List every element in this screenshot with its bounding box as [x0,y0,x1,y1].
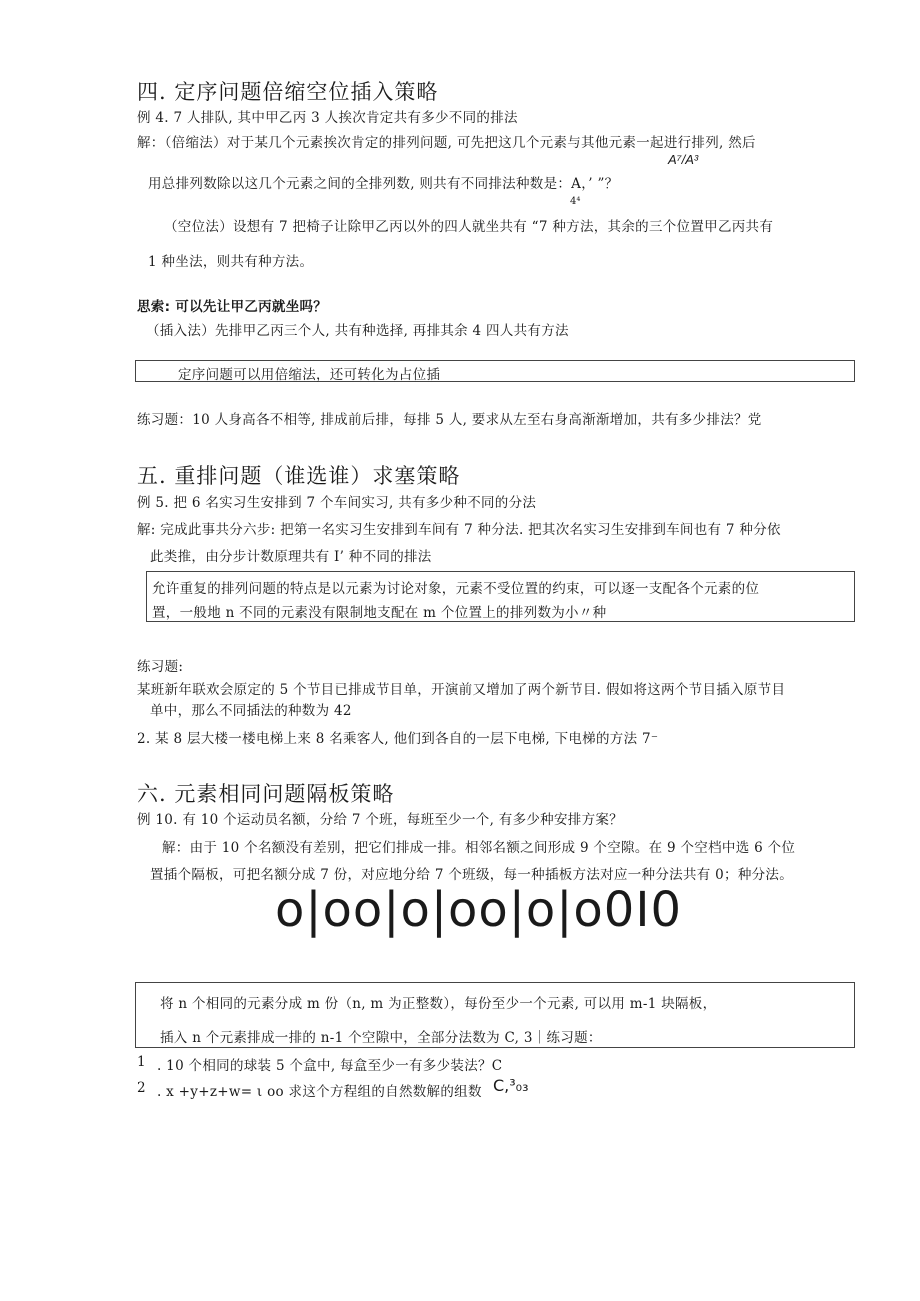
solution-line: 解：由于 10 个名额没有差别，把它们排成一排。相邻名额之间形成 9 个空隙。在 9 个空档中选 6 个位 [162,840,796,856]
summary-box [146,571,855,622]
section-6-title: 六. 元素相同问题隔板策略 [137,782,395,806]
example-5: 例 5. 把 6 名实习生安排到 7 个车间实习, 共有多少种不同的分法 [137,495,537,511]
example-10: 例 10. 有 10 个运动员名额，分给 7 个班，每班至少一个, 有多少种安排方案？ [137,812,623,828]
superscript: 4⁴ [570,196,581,207]
partition-diagram: o|oo|o|oo|o|o0I0 [275,882,683,938]
exercise-2: 2. 某 8 层大楼一楼电梯上来 8 名乘客人, 他们到各自的一层下电梯, 下电梯的方法 7⁻ [137,731,659,747]
summary-box [135,982,855,1048]
solution-line: 置插个隔板，可把名额分成 7 份，对应地分给 7 个班级，每一种插板方法对应一种分法共有 0；种分法。 [150,867,794,883]
solution-line: 1 种坐法，则共有种方法。 [148,254,314,270]
insertion-method: （插入法）先排甲乙丙三个人, 共有种选择, 再排其余 4 四人共有方法 [146,323,569,339]
section-4-title: 四. 定序问题倍缩空位插入策略 [137,80,439,104]
formula: A⁷/A³ [668,152,699,167]
question-1-number: 1 [137,1054,146,1070]
think-prompt: 思索: 可以先让甲乙丙就坐吗？ [137,299,328,315]
solution-line: 此类推，由分步计数原理共有 I’ 种不同的排法 [150,549,432,565]
solution-line: 解：（倍缩法）对于某几个元素挨次肯定的排列问题, 可先把这几个元素与其他元素一起进行排列, 然后 [137,135,756,151]
question-1: . 10 个相同的球装 5 个盒中, 每盒至少一有多少装法？C [157,1058,503,1074]
summary-text: 将 n 个相同的元素分成 m 份（n, m 为正整数），每份至少一个元素, 可以用 m-1 块隔板， [160,996,717,1012]
question-2: . x +y+z+w= ι oo 求这个方程组的自然数解的组数 [157,1084,482,1100]
exercise-label: 练习题: [137,659,184,675]
solution-line: 解: 完成此事共分六步: 把第一名实习生安排到车间有 7 种分法. 把其次名实习生安排到车间也有 7 种分依 [137,522,781,538]
summary-text: 允许重复的排列问题的特点是以元素为讨论对象，元素不受位置的约束，可以逐一支配各个元素的位 [152,581,760,597]
summary-text: 定序问题可以用倍缩法，还可转化为占位插 [178,367,441,383]
answer-formula: C,³₀₃ [493,1076,529,1095]
example-4: 例 4. 7 人排队, 其中甲乙丙 3 人挨次肯定共有多少不同的排法 [137,110,518,126]
solution-line: （空位法）设想有 7 把椅子让除甲乙丙以外的四人就坐共有 “7 种方法，其余的三个位置甲乙丙共有 [164,219,774,235]
summary-box [135,360,855,382]
summary-text: 插入 n 个元素排成一排的 n-1 个空隙中，全部分法数为 C, 3｜练习题： [160,1030,602,1046]
exercise: 练习题：10 人身高各不相等, 排成前后排，每排 5 人, 要求从左至右身高渐渐增加，共有多少排法？党 [137,412,762,428]
exercise-1-cont: 单中，那么不同插法的种数为 42 [150,703,352,719]
exercise-1: 某班新年联欢会原定的 5 个节目已排成节目单，开演前又增加了两个新节目. 假如将这两个节目插入原节目 [137,682,786,698]
summary-text: 置，一般地 n 不同的元素没有限制地支配在 m 个位置上的排列数为小〃种 [152,605,607,621]
question-2-number: 2 [137,1080,146,1096]
section-5-title: 五. 重排问题（谁选谁）求塞策略 [137,464,461,488]
solution-line: 用总排列数除以这几个元素之间的全排列数, 则共有不同排法种数是：A，’ ”？ [148,176,619,192]
